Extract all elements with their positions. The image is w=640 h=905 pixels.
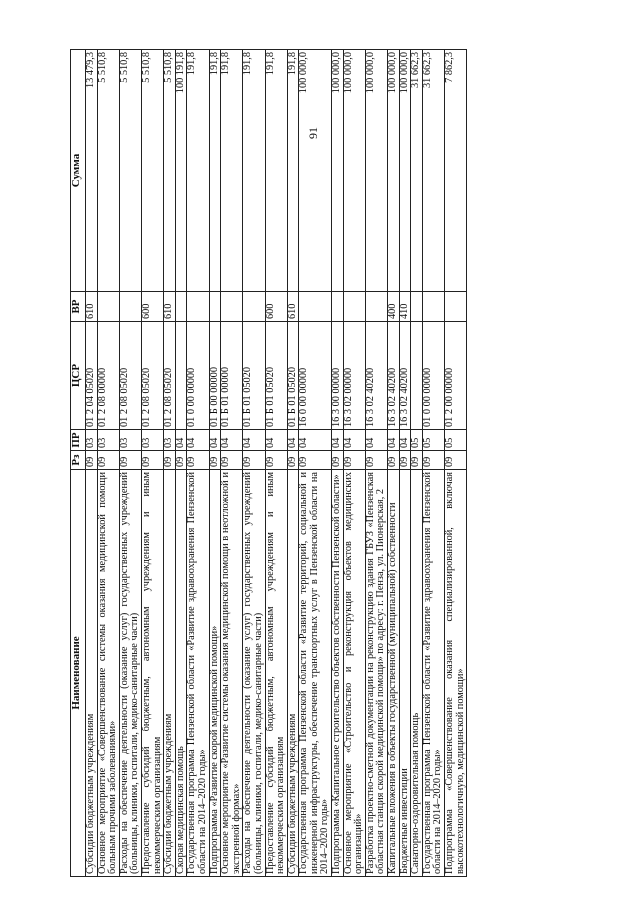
cell-sum: 191,8 (265, 50, 287, 292)
page-number: 91 (306, 127, 320, 139)
table-row (422, 50, 444, 877)
cell-csr: 16 3 02 40200 (388, 322, 400, 430)
cell-rz: 09 (388, 451, 400, 470)
cell-vr (332, 292, 344, 322)
cell-rz: 09 (332, 451, 344, 470)
table-row (119, 50, 141, 877)
cell-csr: 16 0 00 00000 (299, 322, 332, 430)
table-row (164, 50, 176, 877)
cell-vr (119, 292, 141, 322)
cell-sum: 100 000,0 (332, 50, 344, 292)
cell-sum: 100 000,0 (399, 50, 411, 292)
cell-sum: 31 662,3 (422, 50, 444, 292)
cell-vr (221, 292, 243, 322)
cell-rz: 09 (287, 451, 299, 470)
cell-vr (243, 292, 265, 322)
cell-rz: 09 (411, 451, 423, 470)
table-row (187, 50, 209, 877)
cell-vr: 600 (265, 292, 287, 322)
header-vr: ВР (71, 292, 86, 322)
cell-name: Капитальные вложения в объекты государственной (муниципальной) собственности (388, 470, 400, 877)
cell-pr: 04 (399, 430, 411, 451)
cell-rz: 09 (164, 451, 176, 470)
table-row (299, 50, 332, 877)
cell-csr: 01 0 00 00000 (422, 322, 444, 430)
table-row (209, 50, 221, 877)
table-row (365, 50, 387, 877)
cell-sum: 100 191,8 (175, 50, 187, 292)
cell-pr: 04 (299, 430, 332, 451)
cell-rz: 09 (97, 451, 119, 470)
cell-csr: 01 2 08 00000 (97, 322, 119, 430)
cell-rz: 09 (221, 451, 243, 470)
cell-sum: 100 000,0 (388, 50, 400, 292)
cell-pr: 03 (97, 430, 119, 451)
cell-vr: 610 (164, 292, 176, 322)
header-row (71, 50, 86, 877)
cell-rz: 09 (141, 451, 163, 470)
cell-rz: 09 (265, 451, 287, 470)
cell-vr (187, 292, 209, 322)
cell-pr: 04 (343, 430, 365, 451)
cell-vr (97, 292, 119, 322)
cell-name: Субсидии бюджетным учреждениям (86, 470, 98, 877)
cell-vr (175, 292, 187, 322)
cell-sum: 5 510,8 (97, 50, 119, 292)
cell-name: Подпрограмма «Совершенствование оказания специализированной, включая высокотехнологичную, медицинской помощи» (445, 470, 467, 877)
cell-rz: 09 (86, 451, 98, 470)
cell-sum: 191,8 (221, 50, 243, 292)
cell-sum: 13 479,3 (86, 50, 98, 292)
cell-name: Расходы на обеспечение деятельности (оказание услуг) государственных учреждений (больницы, клиники, госпитали, медико-санитарные части) (119, 470, 141, 877)
cell-name: Субсидии бюджетным учреждениям (287, 470, 299, 877)
cell-sum: 191,8 (187, 50, 209, 292)
cell-csr: 01 2 08 05020 (119, 322, 141, 430)
cell-csr: 01 2 04 05020 (86, 322, 98, 430)
cell-csr: 16 3 02 40200 (399, 322, 411, 430)
cell-pr: 04 (221, 430, 243, 451)
cell-rz: 09 (365, 451, 387, 470)
cell-name: Скорая медицинская помощь (175, 470, 187, 877)
cell-rz: 09 (187, 451, 209, 470)
cell-name: Разработка проектно-сметной документации на реконструкцию здания ГБУЗ «Пензенская областная станция скорой медицинской помощи» по адресу: г. Пенза, ул. Пионерская, 2 (365, 470, 387, 877)
cell-pr: 04 (287, 430, 299, 451)
cell-name: Санаторно-оздоровительная помощь (411, 470, 423, 877)
cell-rz: 09 (119, 451, 141, 470)
table-row (141, 50, 163, 877)
cell-pr: 03 (164, 430, 176, 451)
cell-name: Государственная программа Пензенской области «Развитие территорий, социальной и инженерной инфраструктуры, обеспечение транспортных услуг в Пензенской области на 2014–2020 годы» (299, 470, 332, 877)
cell-csr: 16 3 00 00000 (332, 322, 344, 430)
cell-pr: 04 (175, 430, 187, 451)
cell-rz: 09 (243, 451, 265, 470)
cell-vr: 410 (399, 292, 411, 322)
cell-sum: 5 510,8 (141, 50, 163, 292)
table-row (265, 50, 287, 877)
budget-table (70, 49, 467, 877)
cell-pr: 04 (332, 430, 344, 451)
cell-vr (422, 292, 444, 322)
cell-rz: 09 (422, 451, 444, 470)
table-row (332, 50, 344, 877)
cell-name: Предоставление субсидий бюджетным, автономным учреждениям и иным некоммерческим организациям (265, 470, 287, 877)
cell-sum: 5 510,8 (119, 50, 141, 292)
cell-rz: 09 (209, 451, 221, 470)
rotated-page (70, 50, 586, 877)
cell-sum: 191,8 (287, 50, 299, 292)
cell-name: Основное мероприятие «Строительство и реконструкция объектов медицинских организаций» (343, 470, 365, 877)
cell-vr: 610 (86, 292, 98, 322)
cell-pr: 04 (265, 430, 287, 451)
cell-name: Подпрограмма «Капитальное строительство объектов собственности Пензенской области» (332, 470, 344, 877)
cell-pr: 03 (86, 430, 98, 451)
cell-pr: 05 (445, 430, 467, 451)
table-body (86, 50, 467, 877)
cell-rz: 09 (445, 451, 467, 470)
cell-name: Расходы на обеспечение деятельности (оказание услуг) государственных учреждений (больницы, клиники, госпитали, медико-санитарные части) (243, 470, 265, 877)
table-row (388, 50, 400, 877)
cell-pr: 03 (141, 430, 163, 451)
table-row (221, 50, 243, 877)
header-rz: Рз (71, 451, 86, 470)
table-row (399, 50, 411, 877)
cell-vr (299, 292, 332, 322)
cell-name: Бюджетные инвестиции (399, 470, 411, 877)
cell-name: Государственная программа Пензенской области «Развитие здравоохранения Пензенской области на 2014–2020 годы» (187, 470, 209, 877)
cell-csr: 01 2 00 00000 (445, 322, 467, 430)
cell-sum: 191,8 (209, 50, 221, 292)
cell-name: Государственная программа Пензенской области «Развитие здравоохранения Пензенской области на 2014–2020 годы» (422, 470, 444, 877)
cell-csr: 01 Б 01 05020 (243, 322, 265, 430)
cell-csr: 01 0 00 00000 (187, 322, 209, 430)
table-row (243, 50, 265, 877)
cell-vr (365, 292, 387, 322)
cell-sum: 31 662,3 (411, 50, 423, 292)
cell-vr (343, 292, 365, 322)
cell-csr: 01 Б 01 05020 (287, 322, 299, 430)
cell-pr: 05 (411, 430, 423, 451)
cell-vr (209, 292, 221, 322)
cell-sum: 7 862,3 (445, 50, 467, 292)
cell-sum: 100 000,0 (365, 50, 387, 292)
cell-csr: 16 3 02 40200 (365, 322, 387, 430)
cell-csr: 01 2 08 05020 (164, 322, 176, 430)
header-sum: Сумма (71, 50, 86, 292)
cell-name: Подпрограмма «Развитие скорой медицинской помощи» (209, 470, 221, 877)
header-csr: ЦСР (71, 322, 86, 430)
cell-sum: 191,8 (243, 50, 265, 292)
cell-rz: 09 (299, 451, 332, 470)
cell-pr: 04 (187, 430, 209, 451)
table-row (411, 50, 423, 877)
cell-pr: 03 (119, 430, 141, 451)
cell-pr: 04 (209, 430, 221, 451)
cell-pr: 04 (243, 430, 265, 451)
cell-vr: 610 (287, 292, 299, 322)
cell-rz: 09 (399, 451, 411, 470)
cell-csr (411, 322, 423, 430)
header-name: Наименование (71, 470, 86, 877)
cell-rz: 09 (175, 451, 187, 470)
cell-vr (411, 292, 423, 322)
cell-name: Основное мероприятие «Развитие системы оказания медицинской помощи в неотложной и экстренной формах» (221, 470, 243, 877)
table-row (287, 50, 299, 877)
table-row (175, 50, 187, 877)
cell-name: Основное мероприятие «Совершенствование системы оказания медицинской помощи больным прочими заболеваниями» (97, 470, 119, 877)
cell-name: Субсидии бюджетным учреждениям (164, 470, 176, 877)
cell-rz: 09 (343, 451, 365, 470)
table-row (445, 50, 467, 877)
cell-sum: 100 000,0 (299, 50, 332, 292)
header-pr: ПР (71, 430, 86, 451)
cell-vr: 400 (388, 292, 400, 322)
table-row (343, 50, 365, 877)
cell-pr: 04 (388, 430, 400, 451)
cell-name: Предоставление субсидий бюджетным, автономным учреждениям и иным некоммерческим организациям (141, 470, 163, 877)
cell-sum: 5 510,8 (164, 50, 176, 292)
table-row (97, 50, 119, 877)
cell-csr: 01 Б 01 05020 (265, 322, 287, 430)
cell-csr: 01 2 08 05020 (141, 322, 163, 430)
cell-csr: 16 3 02 00000 (343, 322, 365, 430)
cell-csr: 01 Б 01 00000 (221, 322, 243, 430)
cell-vr: 600 (141, 292, 163, 322)
cell-csr: 01 Б 00 00000 (209, 322, 221, 430)
cell-pr: 04 (365, 430, 387, 451)
cell-pr: 05 (422, 430, 444, 451)
cell-csr (175, 322, 187, 430)
cell-vr (445, 292, 467, 322)
cell-sum: 100 000,0 (343, 50, 365, 292)
table-row (86, 50, 98, 877)
